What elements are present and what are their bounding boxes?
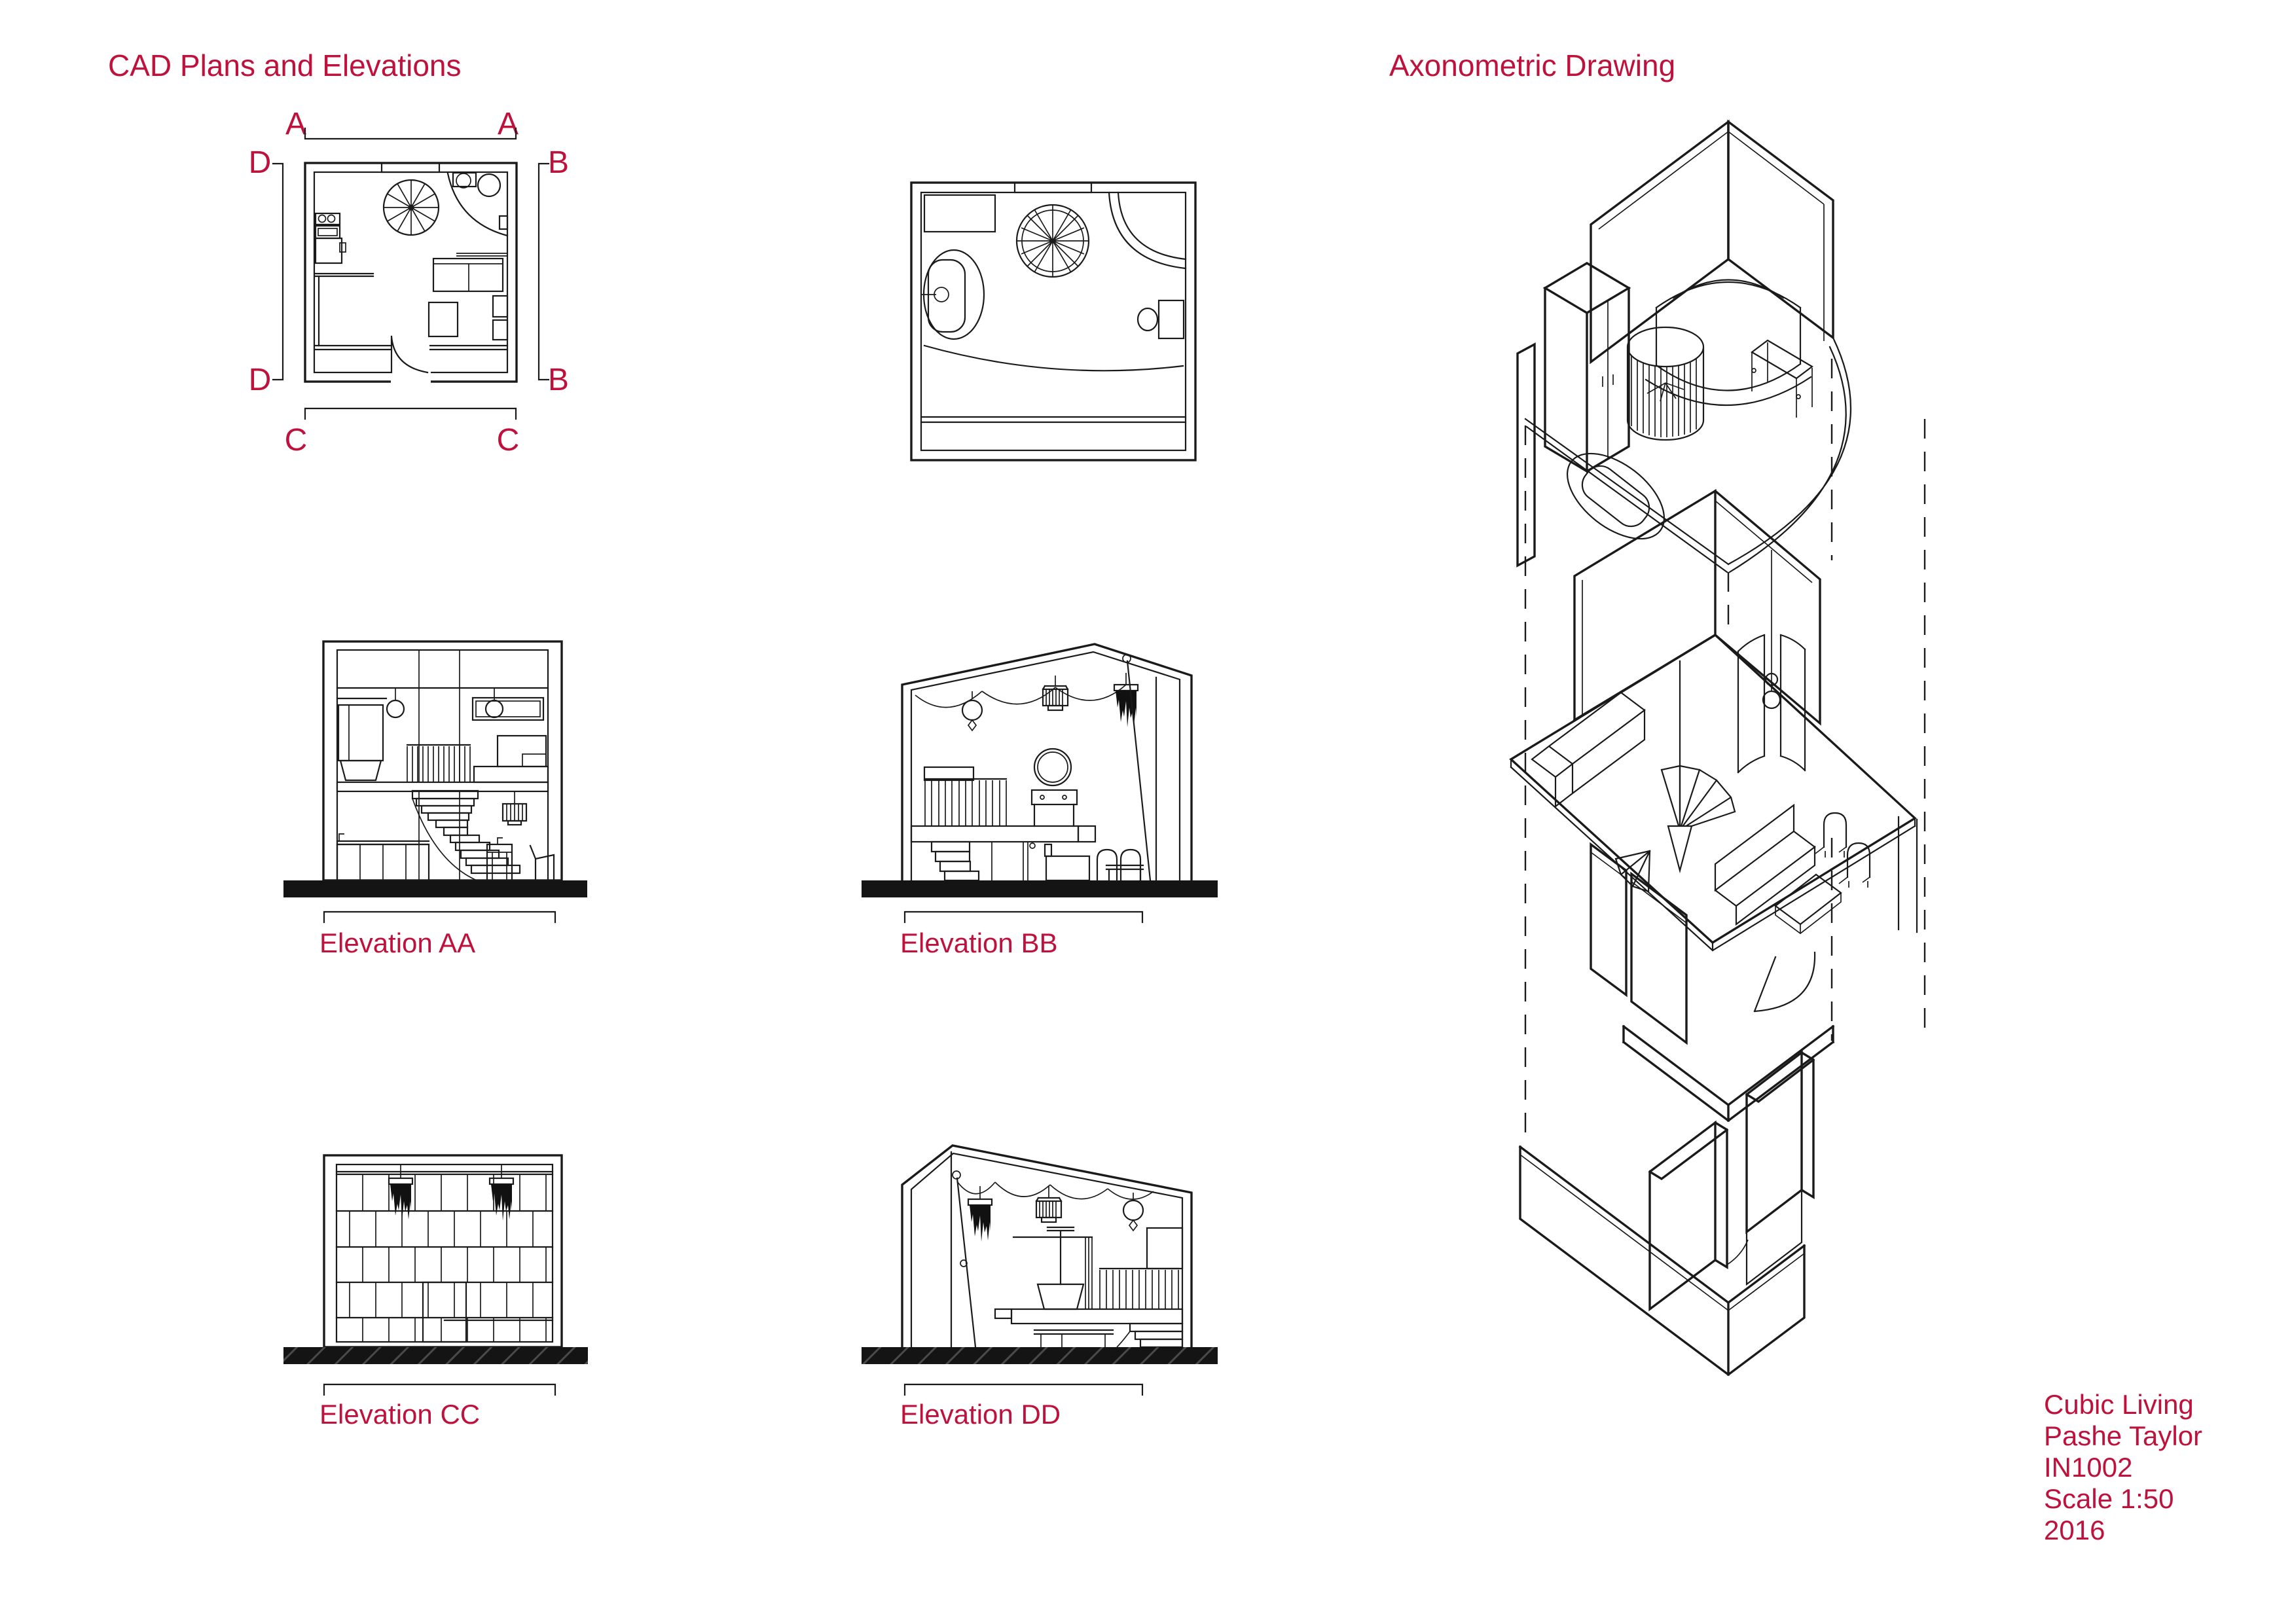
plan-ground-floor bbox=[305, 163, 517, 383]
axo-shell-walls bbox=[1520, 1026, 1833, 1375]
section-markers bbox=[249, 107, 569, 458]
page-title-plans: CAD Plans and Elevations bbox=[108, 48, 462, 82]
axo-ground-floor bbox=[1511, 491, 1917, 1043]
elevation-aa-ground-bar bbox=[283, 880, 587, 897]
elevation-bb-drawing bbox=[902, 644, 1191, 880]
elevation-aa-bracket bbox=[324, 912, 555, 922]
elevation-bb-bracket bbox=[905, 912, 1142, 922]
elevation-cc-drawing bbox=[324, 1155, 562, 1347]
title-block-year: 2016 bbox=[2044, 1515, 2105, 1545]
marker-b-bracket bbox=[539, 164, 549, 380]
elevation-dd-ground-bar bbox=[862, 1347, 1218, 1364]
axonometric-exploded-view bbox=[1511, 122, 1925, 1375]
title-block-course: IN1002 bbox=[2044, 1452, 2133, 1483]
elevation-cc-bracket bbox=[324, 1384, 555, 1395]
elevation-bb-ground-bar bbox=[862, 880, 1218, 897]
elevation-cc-label: Elevation CC bbox=[319, 1399, 481, 1430]
title-block bbox=[2044, 1389, 2202, 1545]
marker-c-bracket bbox=[305, 408, 516, 419]
marker-d-bottom: D bbox=[248, 363, 272, 397]
marker-c-left: C bbox=[284, 423, 308, 458]
elevation-aa-label: Elevation AA bbox=[319, 928, 476, 958]
elevation-dd-label: Elevation DD bbox=[900, 1399, 1061, 1430]
plan-upper-floor bbox=[911, 183, 1195, 460]
marker-c-right: C bbox=[496, 423, 520, 458]
elevation-dd-bracket bbox=[905, 1384, 1142, 1395]
marker-a-right: A bbox=[497, 107, 519, 141]
elevation-cc-ground-bar bbox=[283, 1347, 588, 1364]
title-block-designer: Pashe Taylor bbox=[2044, 1420, 2203, 1451]
door-hatched bbox=[423, 1282, 466, 1342]
page-title-axonometric: Axonometric Drawing bbox=[1389, 48, 1676, 82]
title-block-scale: Scale 1:50 bbox=[2044, 1483, 2174, 1514]
marker-d-bracket bbox=[273, 164, 283, 380]
marker-b-bottom: B bbox=[547, 363, 570, 397]
marker-b-top: B bbox=[547, 145, 570, 180]
elevation-bb-label: Elevation BB bbox=[900, 928, 1058, 958]
elevation-dd-drawing bbox=[902, 1146, 1191, 1347]
marker-a-left: A bbox=[285, 107, 307, 141]
title-block-project: Cubic Living bbox=[2044, 1389, 2194, 1420]
axo-upper-floor bbox=[1518, 122, 1851, 572]
marker-d-top: D bbox=[248, 145, 272, 180]
elevation-aa-drawing bbox=[323, 641, 562, 880]
marker-a-bracket bbox=[305, 128, 516, 139]
